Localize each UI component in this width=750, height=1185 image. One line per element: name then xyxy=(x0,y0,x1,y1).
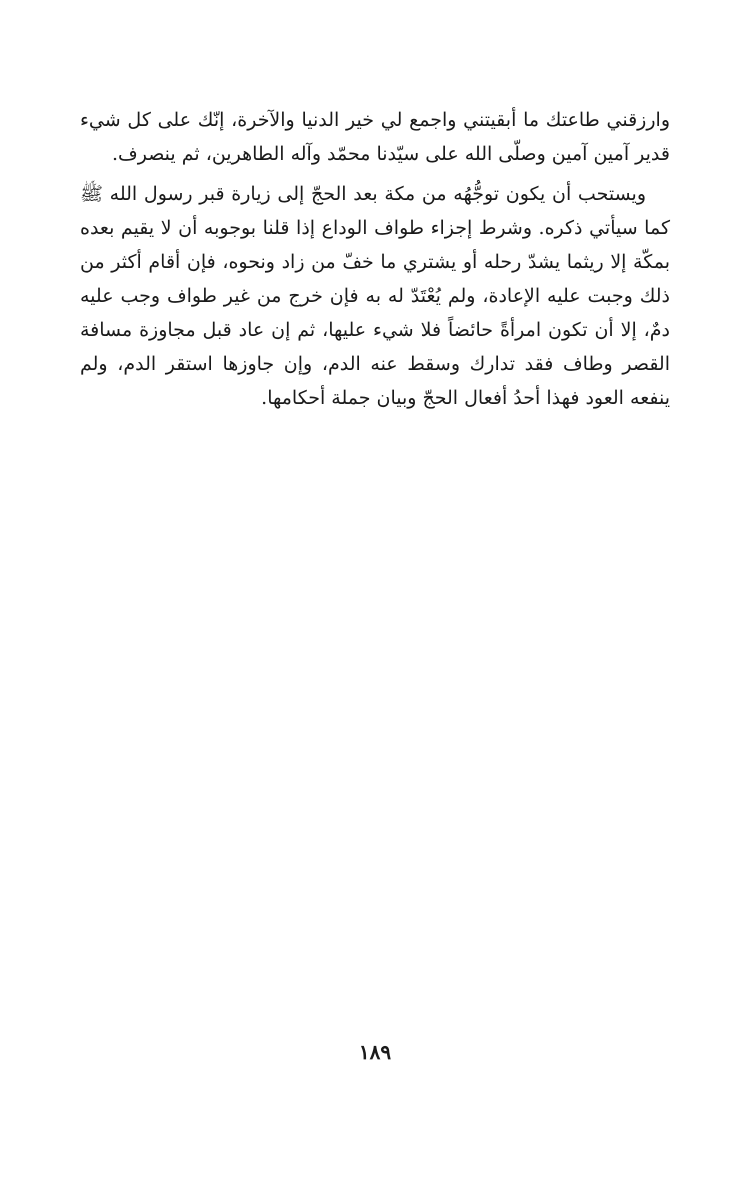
paragraph-1: وارزقني طاعتك ما أبقيتني واجمع لي خير الدنيا والآخرة، إنّك على كل شيء قدير آمين آمين وصلّى الله على سيّدنا محمّد وآله الطاهرين، ثم ينصرف. xyxy=(80,109,670,165)
page-number: ١٨٩ xyxy=(358,1040,392,1064)
paragraph-2: ويستحب أن يكون توجُّهُه من مكة بعد الحجّ إلى زيارة قبر رسول الله ﷺ كما سيأتي ذكره. وشرط إجزاء طواف الوداع إذا قلنا بوجوبه أن لا يقيم بعده بمكّة إلا ريثما يشدّ رحله أو يشتري ما خفّ من زاد ونحوه، فإن أقام أكثر من ذلك وجبت عليه الإعادة، ولم يُعْتَدّ له به فإن خرج من غير طواف وجب عليه دمٌ، إلا أن تكون امرأةً حائضاً فلا شيء عليها، ثم إن عاد قبل مجاوزة مسافة القصر وطاف فقد تدارك وسقط عنه الدم، وإن جاوزها استقر الدم، ولم ينفعه العود فهذا أحدُ أفعال الحجّ وبيان جملة أحكامها. xyxy=(80,183,670,409)
body-text xyxy=(80,103,670,415)
